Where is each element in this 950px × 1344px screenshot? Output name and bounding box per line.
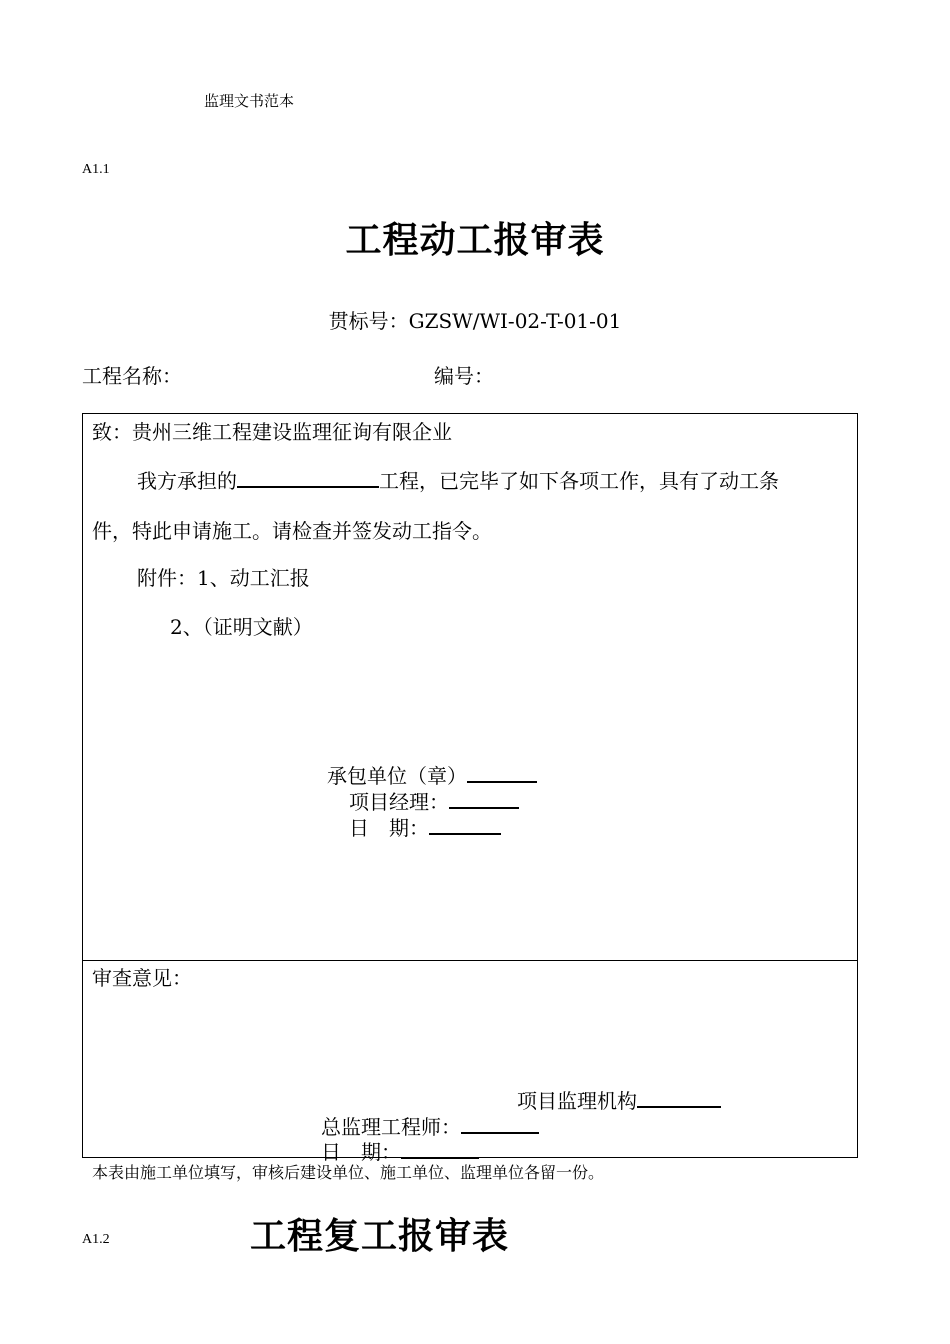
project-manager-blank-field[interactable] bbox=[449, 787, 519, 809]
table-divider bbox=[83, 960, 857, 961]
project-name-label: 工程名称： bbox=[82, 364, 182, 388]
project-blank-field[interactable] bbox=[237, 466, 379, 488]
form-footnote: 本表由施工单位填写，审核后建设单位、施工单位、监理单位各留一份。 bbox=[92, 1163, 605, 1182]
application-paragraph-line1 bbox=[137, 465, 779, 494]
supervision-org-label: 项目监理机构 bbox=[517, 1089, 637, 1113]
chief-engineer-label: 总监理工程师： bbox=[321, 1115, 461, 1139]
contractor-label: 承包单位（章） bbox=[327, 764, 467, 788]
contractor-seal-row bbox=[327, 760, 537, 789]
attachment-1: 附件：1、动工汇报 bbox=[137, 566, 310, 590]
para-suffix: 工程，已完毕了如下各项工作，具有了动工条 bbox=[379, 469, 779, 493]
form2-title: 工程复工报审表 bbox=[250, 1215, 510, 1257]
supervision-org-blank-field[interactable] bbox=[637, 1086, 721, 1108]
supervision-org-row bbox=[517, 1085, 721, 1114]
review-date-label: 日 期： bbox=[321, 1140, 401, 1164]
review-opinion-label: 审查意见： bbox=[92, 966, 192, 990]
date-blank-field[interactable] bbox=[429, 813, 501, 835]
date-label: 日 期： bbox=[349, 816, 429, 840]
attachment-2: 2、（证明文献） bbox=[170, 615, 313, 639]
addressee-line: 致：贵州三维工程建设监理征询有限企业 bbox=[92, 420, 452, 444]
date-row bbox=[349, 812, 501, 841]
review-date-blank-field[interactable] bbox=[401, 1137, 479, 1159]
standard-number: 贯标号：GZSW/WI-02-T-01-01 bbox=[328, 309, 622, 333]
application-paragraph-line2: 件，特此申请施工。请检查并签发动工指令。 bbox=[92, 519, 492, 543]
contractor-blank-field[interactable] bbox=[467, 761, 537, 783]
project-manager-row bbox=[349, 786, 519, 815]
approval-form-table bbox=[82, 413, 858, 1164]
page-header-text: 监理文书范本 bbox=[204, 92, 295, 110]
project-manager-label: 项目经理： bbox=[349, 790, 449, 814]
para-prefix: 我方承担的 bbox=[137, 469, 237, 493]
form2-code: A1.2 bbox=[82, 1232, 110, 1247]
chief-engineer-blank-field[interactable] bbox=[461, 1112, 539, 1134]
form-code: A1.1 bbox=[82, 162, 110, 177]
form-title: 工程动工报审表 bbox=[345, 219, 605, 261]
serial-number-label: 编号： bbox=[434, 364, 494, 388]
